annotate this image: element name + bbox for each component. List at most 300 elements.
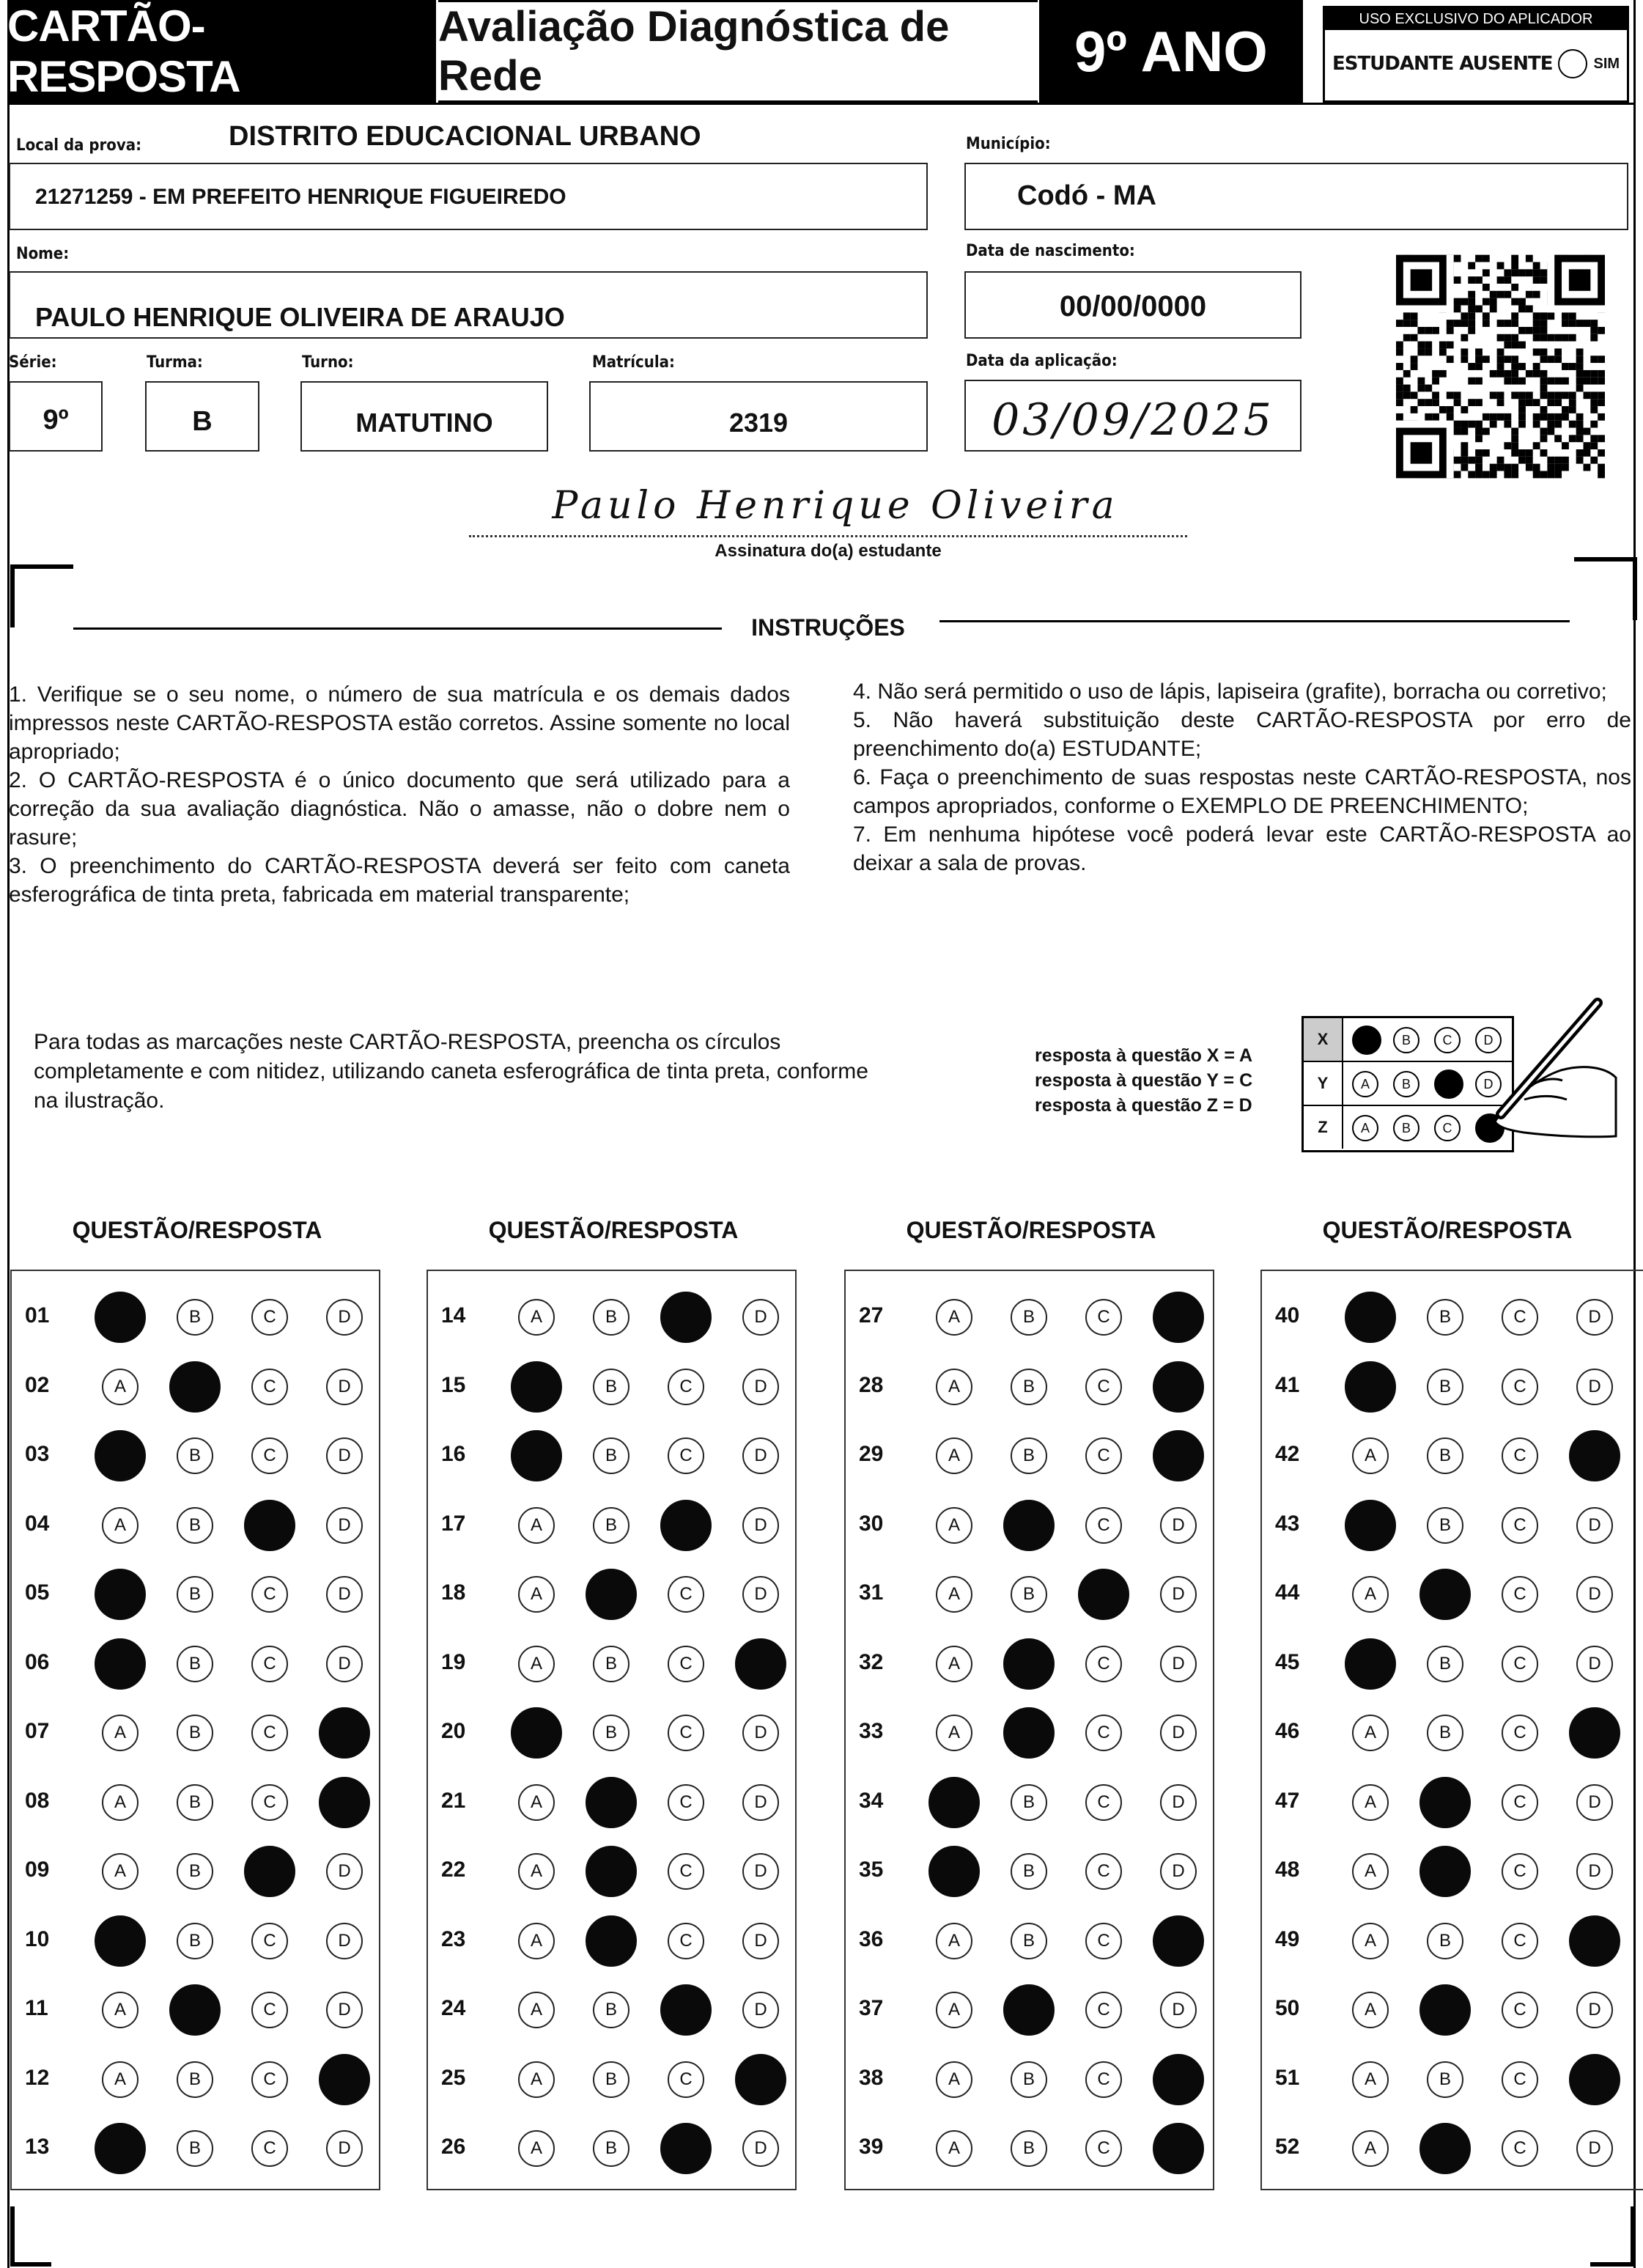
answer-bubble-a[interactable]: A xyxy=(936,1576,972,1613)
answer-bubble-c[interactable]: C xyxy=(251,1784,288,1821)
answer-bubble-d[interactable]: D xyxy=(742,2130,779,2167)
answer-bubble-a[interactable]: A xyxy=(518,1646,555,1682)
answer-bubble-c[interactable]: C xyxy=(668,1369,704,1405)
question-number: 51 xyxy=(1275,2065,1300,2090)
answer-bubble-b[interactable]: B xyxy=(1427,1923,1463,1959)
answer-bubble-d[interactable]: D xyxy=(742,1437,779,1474)
example-bubble-c xyxy=(1434,1069,1463,1099)
answer-bubble-b[interactable]: B xyxy=(177,1646,213,1682)
question-number: 34 xyxy=(859,1788,884,1813)
answer-bubble-c[interactable]: C xyxy=(251,1299,288,1336)
answer-bubble-a[interactable]: A xyxy=(102,1507,139,1544)
answer-bubble-d[interactable] xyxy=(1153,2123,1204,2174)
answer-bubble-c[interactable]: C xyxy=(251,1992,288,2028)
answer-bubble-a[interactable]: A xyxy=(102,1853,139,1890)
answer-bubble-c[interactable] xyxy=(660,2123,712,2174)
answer-bubble-a[interactable]: A xyxy=(1352,2130,1389,2167)
answer-bubble-b[interactable] xyxy=(586,1569,637,1620)
signature-line xyxy=(469,535,1187,537)
answer-bubble-a[interactable]: A xyxy=(1352,1576,1389,1613)
answer-bubble-b[interactable]: B xyxy=(177,1715,213,1751)
answer-bubble-b[interactable] xyxy=(1003,1707,1055,1759)
example-bubble-c: C xyxy=(1434,1115,1461,1141)
answer-bubble-a[interactable]: A xyxy=(1352,1992,1389,2028)
answer-bubble-c[interactable] xyxy=(244,1846,295,1897)
question-number: 09 xyxy=(25,1858,50,1882)
answer-bubble-a[interactable]: A xyxy=(518,1923,555,1959)
instructions-rule-left xyxy=(73,627,722,630)
answer-bubble-b[interactable] xyxy=(1003,1500,1055,1551)
corner-mark-tl xyxy=(10,564,73,627)
answer-bubble-c[interactable]: C xyxy=(668,1437,704,1474)
answer-bubble-b[interactable] xyxy=(1419,1569,1471,1620)
question-number: 50 xyxy=(1275,1996,1300,2020)
answer-bubble-d[interactable]: D xyxy=(742,1923,779,1959)
answer-bubble-c[interactable]: C xyxy=(251,1923,288,1959)
serie-field xyxy=(9,381,103,452)
answer-bubble-d[interactable]: D xyxy=(1160,1646,1197,1682)
answer-bubble-b[interactable]: B xyxy=(593,2061,629,2098)
answer-bubble-d[interactable] xyxy=(1569,1707,1620,1759)
answer-bubble-b[interactable]: B xyxy=(1011,2130,1047,2167)
answer-bubble-b[interactable] xyxy=(1003,1984,1055,2036)
answer-bubble-d[interactable] xyxy=(1153,2054,1204,2105)
answer-bubble-c[interactable]: C xyxy=(1085,1299,1122,1336)
answer-row xyxy=(427,2114,800,2184)
qr-code-graphic xyxy=(1396,253,1605,480)
card-title xyxy=(7,0,436,103)
answer-bubble-b[interactable]: B xyxy=(177,2130,213,2167)
answer-bubble-a[interactable]: A xyxy=(518,1853,555,1890)
answer-bubble-c[interactable]: C xyxy=(1502,1299,1538,1336)
answer-bubble-c[interactable]: C xyxy=(668,1784,704,1821)
answer-bubble-c[interactable]: C xyxy=(1502,2061,1538,2098)
turma-value: B xyxy=(192,406,213,437)
answer-bubble-b[interactable]: B xyxy=(177,1299,213,1336)
answer-bubble-b[interactable]: B xyxy=(1427,1715,1463,1751)
answer-bubble-b[interactable]: B xyxy=(177,1576,213,1613)
question-number: 35 xyxy=(859,1858,884,1882)
instructions-title: INSTRUÇÕES xyxy=(751,614,905,641)
answer-bubble-b[interactable]: B xyxy=(593,1299,629,1336)
answer-bubble-c[interactable]: C xyxy=(1085,2130,1122,2167)
question-number: 23 xyxy=(441,1926,466,1951)
answer-row xyxy=(844,1283,1218,1352)
question-number: 11 xyxy=(25,1996,48,2020)
answer-bubble-b[interactable] xyxy=(1419,1984,1471,2036)
answer-bubble-d[interactable]: D xyxy=(326,1992,363,2028)
answer-bubble-d[interactable]: D xyxy=(326,1853,363,1890)
answer-bubble-b[interactable] xyxy=(169,1984,221,2036)
answer-bubble-c[interactable]: C xyxy=(251,1646,288,1682)
answer-bubble-a[interactable] xyxy=(95,1569,146,1620)
answer-bubble-d[interactable] xyxy=(1569,2054,1620,2105)
answer-bubble-d[interactable] xyxy=(1153,1361,1204,1413)
answer-bubble-b[interactable] xyxy=(586,1777,637,1828)
answer-bubble-c[interactable] xyxy=(660,1984,712,2036)
answer-bubble-b[interactable]: B xyxy=(1427,1646,1463,1682)
absent-label: ESTUDANTE AUSENTE xyxy=(1332,53,1553,75)
answer-bubble-c[interactable] xyxy=(660,1500,712,1551)
question-number: 20 xyxy=(441,1719,466,1743)
answer-bubble-b[interactable] xyxy=(586,1846,637,1897)
answer-row xyxy=(427,1630,800,1699)
answer-bubble-c[interactable]: C xyxy=(251,1437,288,1474)
answer-row xyxy=(1260,1630,1634,1699)
answer-bubble-a[interactable] xyxy=(95,1638,146,1690)
answer-bubble-c[interactable]: C xyxy=(1502,1437,1538,1474)
answer-bubble-d[interactable] xyxy=(1569,1430,1620,1481)
signature: Paulo Henrique Oliveira xyxy=(552,484,1119,528)
answer-bubble-c[interactable]: C xyxy=(1085,1437,1122,1474)
answer-row xyxy=(427,1907,800,1976)
answer-bubble-c[interactable]: C xyxy=(1085,1646,1122,1682)
answer-bubble-b[interactable]: B xyxy=(1427,1369,1463,1405)
answer-row xyxy=(1260,1976,1634,2045)
answer-bubble-d[interactable]: D xyxy=(1160,1853,1197,1890)
answer-bubble-b[interactable] xyxy=(1419,2123,1471,2174)
answer-bubble-d[interactable]: D xyxy=(742,1853,779,1890)
answer-bubble-a[interactable]: A xyxy=(936,1646,972,1682)
absent-option: SIM xyxy=(1593,55,1620,72)
answer-bubble-d[interactable]: D xyxy=(742,1576,779,1613)
answer-bubble-d[interactable] xyxy=(319,1777,370,1828)
answer-bubble-a[interactable]: A xyxy=(1352,2061,1389,2098)
answer-bubble-a[interactable]: A xyxy=(936,1299,972,1336)
answer-bubble-d[interactable] xyxy=(319,1707,370,1759)
answer-bubble-a[interactable]: A xyxy=(102,1369,139,1405)
question-number: 49 xyxy=(1275,1926,1300,1951)
answer-bubble-b[interactable]: B xyxy=(593,2130,629,2167)
answer-row xyxy=(10,2045,384,2115)
answer-bubble-b[interactable]: B xyxy=(593,1715,629,1751)
answer-bubble-d[interactable]: D xyxy=(742,1299,779,1336)
answer-bubble-b[interactable]: B xyxy=(1427,1507,1463,1544)
answer-bubble-d[interactable]: D xyxy=(1576,1784,1613,1821)
answer-bubble-b[interactable]: B xyxy=(593,1507,629,1544)
answer-bubble-a[interactable]: A xyxy=(518,2061,555,2098)
answer-bubble-c[interactable]: C xyxy=(1085,1715,1122,1751)
question-number: 25 xyxy=(441,2065,466,2090)
answer-bubble-d[interactable]: D xyxy=(742,1369,779,1405)
answer-bubble-c[interactable]: C xyxy=(1085,1784,1122,1821)
answer-bubble-a[interactable] xyxy=(928,1846,980,1897)
answer-bubble-b[interactable] xyxy=(169,1361,221,1413)
answer-bubble-a[interactable] xyxy=(511,1707,562,1759)
answer-bubble-b[interactable]: B xyxy=(1011,1784,1047,1821)
municipio-field xyxy=(964,163,1628,230)
answer-row xyxy=(10,1907,384,1976)
answer-bubble-d[interactable]: D xyxy=(1576,1576,1613,1613)
answer-bubble-a[interactable] xyxy=(1345,1292,1396,1343)
answer-bubble-d[interactable]: D xyxy=(1576,1299,1613,1336)
answer-bubble-d[interactable]: D xyxy=(742,1784,779,1821)
answer-bubble-c[interactable]: C xyxy=(1085,1369,1122,1405)
answer-bubble-a[interactable] xyxy=(928,1777,980,1828)
answer-bubble-c[interactable] xyxy=(1078,1569,1129,1620)
column-title: QUESTÃO/RESPOSTA xyxy=(1322,1217,1573,1243)
answer-bubble-a[interactable]: A xyxy=(1352,1437,1389,1474)
answer-bubble-b[interactable]: B xyxy=(1011,1576,1047,1613)
answer-bubble-c[interactable]: C xyxy=(1502,1369,1538,1405)
example-question-label: X xyxy=(1304,1018,1343,1061)
question-number: 52 xyxy=(1275,2135,1300,2159)
answer-bubble-d[interactable] xyxy=(1153,1915,1204,1967)
answer-bubble-d[interactable]: D xyxy=(1576,2130,1613,2167)
answer-bubble-a[interactable]: A xyxy=(518,1299,555,1336)
matricula-value: 2319 xyxy=(728,408,789,438)
answer-row xyxy=(844,1768,1218,1838)
answer-bubble-a[interactable]: A xyxy=(936,1369,972,1405)
answer-bubble-a[interactable]: A xyxy=(1352,1853,1389,1890)
answer-bubble-d[interactable]: D xyxy=(1576,1646,1613,1682)
question-number: 19 xyxy=(441,1649,466,1674)
answer-bubble-b[interactable]: B xyxy=(1011,1923,1047,1959)
question-number: 27 xyxy=(859,1303,884,1328)
answer-bubble-d[interactable]: D xyxy=(1576,1369,1613,1405)
question-number: 29 xyxy=(859,1442,884,1466)
answer-row xyxy=(844,2114,1218,2184)
answer-bubble-b[interactable]: B xyxy=(1427,1437,1463,1474)
answer-bubble-d[interactable]: D xyxy=(326,1369,363,1405)
question-number: 15 xyxy=(441,1372,466,1397)
answer-bubble-d[interactable]: D xyxy=(1576,1507,1613,1544)
answer-bubble-a[interactable] xyxy=(511,1430,562,1481)
answer-bubble-b[interactable] xyxy=(586,1915,637,1967)
answer-bubble-b[interactable]: B xyxy=(1427,2061,1463,2098)
answer-bubble-d[interactable]: D xyxy=(1160,1784,1197,1821)
answer-bubble-a[interactable]: A xyxy=(518,1507,555,1544)
answer-bubble-a[interactable]: A xyxy=(102,1715,139,1751)
answer-bubble-a[interactable]: A xyxy=(518,2130,555,2167)
answer-bubble-c[interactable]: C xyxy=(251,1369,288,1405)
answer-bubble-a[interactable]: A xyxy=(936,1992,972,2028)
example-line-1: resposta à questão X = A xyxy=(1035,1045,1253,1066)
answer-row xyxy=(844,1421,1218,1491)
answer-bubble-b[interactable]: B xyxy=(177,1507,213,1544)
question-number: 48 xyxy=(1275,1858,1300,1882)
answer-bubble-c[interactable]: C xyxy=(668,1715,704,1751)
answer-bubble-c[interactable]: C xyxy=(1502,1646,1538,1682)
answer-bubble-c[interactable]: C xyxy=(1502,1576,1538,1613)
question-number: 08 xyxy=(25,1788,50,1813)
answer-bubble-b[interactable]: B xyxy=(177,1784,213,1821)
answer-bubble-c[interactable]: C xyxy=(1502,1507,1538,1544)
answer-bubble-c[interactable]: C xyxy=(251,2130,288,2167)
answer-bubble-c[interactable]: C xyxy=(1085,2061,1122,2098)
answer-bubble-c[interactable]: C xyxy=(1085,1507,1122,1544)
answer-bubble-c[interactable]: C xyxy=(251,2061,288,2098)
answer-bubble-b[interactable]: B xyxy=(177,1437,213,1474)
answer-bubble-c[interactable] xyxy=(660,1292,712,1343)
answer-bubble-d[interactable] xyxy=(1153,1430,1204,1481)
question-number: 18 xyxy=(441,1580,466,1605)
answer-row xyxy=(10,1421,384,1491)
answer-bubble-a[interactable]: A xyxy=(1352,1784,1389,1821)
answer-bubble-c[interactable]: C xyxy=(668,1853,704,1890)
answer-row xyxy=(844,2045,1218,2115)
answer-bubble-c[interactable]: C xyxy=(1502,1784,1538,1821)
answer-bubble-d[interactable]: D xyxy=(326,1576,363,1613)
answer-bubble-b[interactable] xyxy=(1003,1638,1055,1690)
answer-bubble-a[interactable] xyxy=(1345,1500,1396,1551)
answer-bubble-b[interactable] xyxy=(1419,1846,1471,1897)
answer-bubble-c[interactable] xyxy=(244,1500,295,1551)
answer-bubble-b[interactable]: B xyxy=(1427,1299,1463,1336)
answer-bubble-c[interactable]: C xyxy=(1502,1992,1538,2028)
answer-bubble-c[interactable]: C xyxy=(668,1576,704,1613)
answer-bubble-a[interactable]: A xyxy=(102,1784,139,1821)
example-line-2: resposta à questão Y = C xyxy=(1035,1070,1253,1091)
answer-bubble-c[interactable]: C xyxy=(1085,1853,1122,1890)
question-number: 01 xyxy=(25,1303,50,1328)
answer-row xyxy=(844,1352,1218,1422)
answer-bubble-a[interactable] xyxy=(95,1292,146,1343)
pen-hand-illustration xyxy=(1480,997,1620,1144)
answer-bubble-d[interactable]: D xyxy=(326,1507,363,1544)
answer-row xyxy=(427,1560,800,1630)
applicator-box xyxy=(1323,6,1629,103)
answer-bubble-d[interactable]: D xyxy=(1160,1507,1197,1544)
question-number: 37 xyxy=(859,1996,884,2020)
answer-row xyxy=(10,1768,384,1838)
answer-bubble-c[interactable]: C xyxy=(1085,1923,1122,1959)
answer-bubble-a[interactable]: A xyxy=(102,1992,139,2028)
answer-bubble-d[interactable] xyxy=(735,2054,786,2105)
answer-bubble-c[interactable]: C xyxy=(1502,2130,1538,2167)
question-number: 45 xyxy=(1275,1649,1300,1674)
answer-bubble-d[interactable]: D xyxy=(326,1437,363,1474)
answer-bubble-d[interactable]: D xyxy=(742,1507,779,1544)
answer-bubble-a[interactable] xyxy=(95,1430,146,1481)
answer-bubble-a[interactable] xyxy=(1345,1638,1396,1690)
answer-bubble-d[interactable]: D xyxy=(742,1715,779,1751)
answer-bubble-d[interactable] xyxy=(735,1638,786,1690)
answer-bubble-d[interactable]: D xyxy=(1160,1715,1197,1751)
answer-row xyxy=(1260,1698,1634,1768)
answer-bubble-a[interactable]: A xyxy=(102,2061,139,2098)
answer-bubble-d[interactable]: D xyxy=(326,1923,363,1959)
answer-bubble-c[interactable]: C xyxy=(251,1715,288,1751)
answer-bubble-a[interactable] xyxy=(1345,1361,1396,1413)
answer-bubble-d[interactable]: D xyxy=(326,1299,363,1336)
answer-bubble-b[interactable]: B xyxy=(593,1646,629,1682)
answer-bubble-d[interactable]: D xyxy=(1576,1853,1613,1890)
answer-bubble-d[interactable]: D xyxy=(1576,1992,1613,2028)
answer-bubble-b[interactable]: B xyxy=(177,1923,213,1959)
municipio-label: Município: xyxy=(966,135,1051,153)
local-label: Local da prova: xyxy=(16,136,142,155)
answer-row xyxy=(844,1491,1218,1561)
answer-bubble-b[interactable]: B xyxy=(1011,1369,1047,1405)
answer-bubble-c[interactable]: C xyxy=(1502,1923,1538,1959)
answer-bubble-a[interactable]: A xyxy=(518,1784,555,1821)
answer-bubble-c[interactable]: C xyxy=(668,1923,704,1959)
answer-bubble-b[interactable]: B xyxy=(593,1437,629,1474)
answer-bubble-b[interactable]: B xyxy=(1011,1853,1047,1890)
question-number: 10 xyxy=(25,1926,50,1951)
answer-bubble-b[interactable] xyxy=(1419,1777,1471,1828)
answer-bubble-a[interactable]: A xyxy=(936,1507,972,1544)
answer-bubble-d[interactable]: D xyxy=(1160,1576,1197,1613)
answer-bubble-b[interactable]: B xyxy=(177,1853,213,1890)
question-number: 21 xyxy=(441,1788,466,1813)
turno-field xyxy=(300,381,548,452)
answer-bubble-b[interactable]: B xyxy=(177,2061,213,2098)
turma-label: Turma: xyxy=(147,353,203,372)
answer-bubble-c[interactable]: C xyxy=(668,2061,704,2098)
answer-row xyxy=(10,1837,384,1907)
answer-bubble-b[interactable]: B xyxy=(1011,2061,1047,2098)
answer-row xyxy=(1260,2045,1634,2115)
signature-label: Assinatura do(a) estudante xyxy=(715,541,942,561)
answer-row xyxy=(10,1352,384,1422)
question-number: 28 xyxy=(859,1372,884,1397)
answer-bubble-a[interactable] xyxy=(95,2123,146,2174)
answer-bubble-d[interactable] xyxy=(319,2054,370,2105)
answer-bubble-a[interactable] xyxy=(511,1361,562,1413)
answer-bubble-d[interactable]: D xyxy=(326,1646,363,1682)
answer-row xyxy=(10,1560,384,1630)
answer-bubble-a[interactable]: A xyxy=(936,1923,972,1959)
answer-bubble-b[interactable]: B xyxy=(593,1992,629,2028)
question-number: 43 xyxy=(1275,1511,1300,1536)
answer-row xyxy=(427,1352,800,1422)
answer-bubble-a[interactable]: A xyxy=(936,1715,972,1751)
answer-bubble-d[interactable] xyxy=(1153,1292,1204,1343)
matricula-label: Matrícula: xyxy=(592,353,675,372)
answer-bubble-a[interactable]: A xyxy=(936,2130,972,2167)
question-number: 31 xyxy=(859,1580,884,1605)
answer-bubble-b[interactable]: B xyxy=(1011,1299,1047,1336)
answer-bubble-a[interactable]: A xyxy=(518,1576,555,1613)
answer-row xyxy=(844,1976,1218,2045)
question-number: 13 xyxy=(25,2135,50,2159)
answer-row xyxy=(10,1698,384,1768)
answer-row xyxy=(10,2114,384,2184)
answer-row xyxy=(844,1837,1218,1907)
answer-bubble-c[interactable]: C xyxy=(251,1576,288,1613)
answer-bubble-d[interactable]: D xyxy=(326,2130,363,2167)
serie-label: Série: xyxy=(9,353,57,372)
answer-bubble-c[interactable]: C xyxy=(1502,1715,1538,1751)
instructions-rule-right xyxy=(939,620,1570,622)
example-bubble-d: D xyxy=(1475,1027,1502,1053)
answer-bubble-c[interactable]: C xyxy=(1502,1853,1538,1890)
answer-bubble-a[interactable]: A xyxy=(518,1992,555,2028)
answer-bubble-c[interactable]: C xyxy=(668,1646,704,1682)
grade-text: 9º ANO xyxy=(1074,18,1268,84)
answer-bubble-a[interactable] xyxy=(95,1915,146,1967)
answer-bubble-d[interactable]: D xyxy=(1160,1992,1197,2028)
answer-bubble-b[interactable]: B xyxy=(593,1369,629,1405)
school-field xyxy=(9,163,928,230)
answer-bubble-a[interactable]: A xyxy=(936,1437,972,1474)
absent-checkbox[interactable] xyxy=(1558,49,1587,78)
answer-bubble-a[interactable]: A xyxy=(1352,1923,1389,1959)
answer-bubble-c[interactable]: C xyxy=(1085,1992,1122,2028)
answer-bubble-a[interactable]: A xyxy=(1352,1715,1389,1751)
answer-row xyxy=(427,1768,800,1838)
answer-bubble-d[interactable]: D xyxy=(742,1992,779,2028)
example-bubble-b: B xyxy=(1393,1115,1419,1141)
answer-bubble-a[interactable]: A xyxy=(936,2061,972,2098)
corner-mark-bl xyxy=(10,2206,51,2267)
answer-bubble-b[interactable]: B xyxy=(1011,1437,1047,1474)
answer-bubble-d[interactable] xyxy=(1569,1915,1620,1967)
question-number: 32 xyxy=(859,1649,884,1674)
example-bubble-b: B xyxy=(1393,1071,1419,1097)
